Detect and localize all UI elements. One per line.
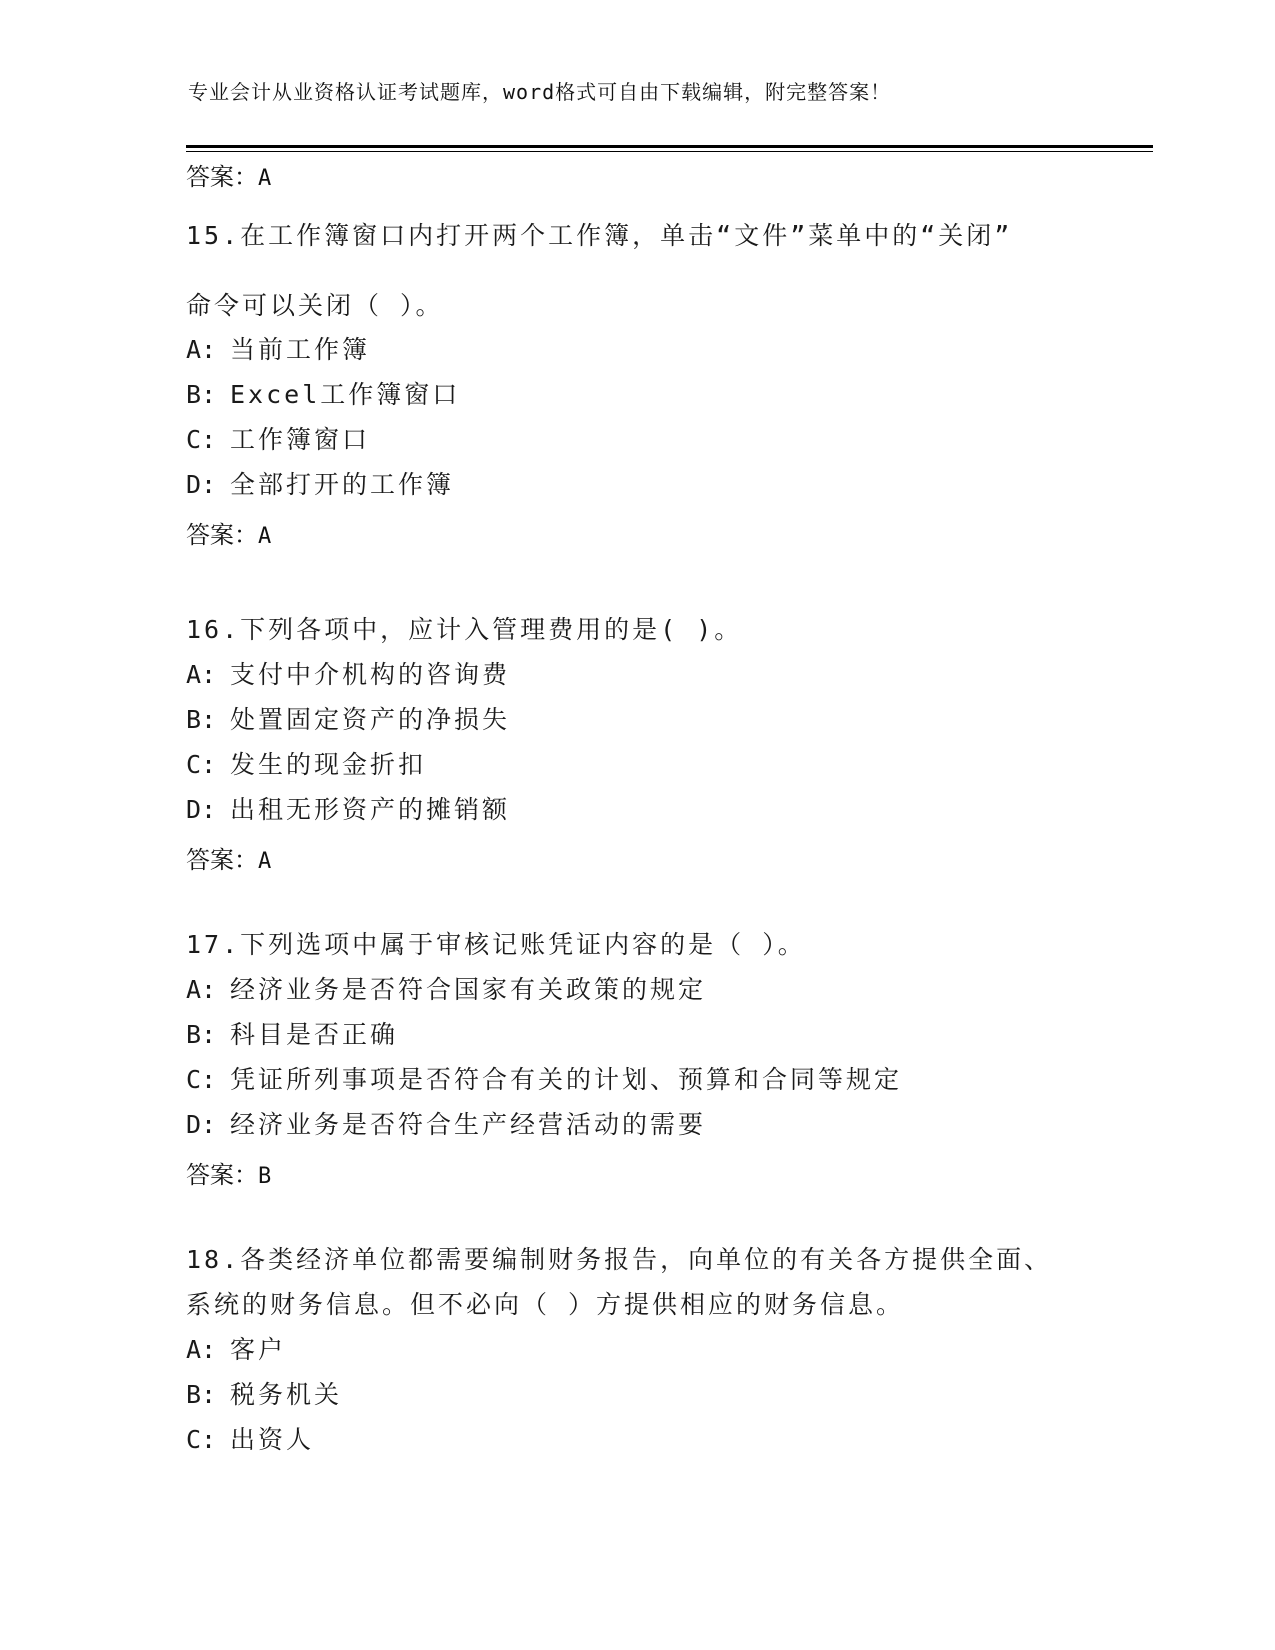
header-rule-thick — [186, 145, 1153, 148]
option-letter: B: — [186, 380, 217, 409]
option-text: 凭证所列事项是否符合有关的计划、预算和合同等规定 — [230, 1065, 903, 1094]
option-letter: C: — [186, 1065, 217, 1094]
question-15-stem-line-2: 命令可以关闭（ ）。 — [186, 291, 444, 320]
option-text: 发生的现金折扣 — [230, 750, 427, 779]
option-text: 经济业务是否符合生产经营活动的需要 — [230, 1110, 707, 1139]
answer-value: A — [258, 166, 272, 191]
answer-label: 答案： — [186, 521, 258, 549]
option-letter: A: — [186, 1335, 217, 1364]
option-text: 处置固定资产的净损失 — [230, 705, 511, 734]
answer-label: 答案： — [186, 1161, 258, 1189]
option-text: 支付中介机构的咨询费 — [230, 660, 511, 689]
question-18-stem-line-2: 系统的财务信息。但不必向（ ）方提供相应的财务信息。 — [186, 1290, 905, 1319]
option-letter: C: — [186, 425, 217, 454]
option-text: 客户 — [230, 1335, 287, 1364]
answer-value: A — [258, 524, 272, 549]
question-16-option-b — [186, 700, 510, 736]
option-text: 经济业务是否符合国家有关政策的规定 — [230, 975, 707, 1004]
header-rule-thin — [186, 151, 1153, 152]
question-16-stem-line-1: 16.下列各项中，应计入管理费用的是( )。 — [186, 615, 743, 644]
answer-line — [186, 157, 271, 192]
option-letter: D: — [186, 470, 217, 499]
option-text: 出租无形资产的摊销额 — [230, 795, 511, 824]
option-letter: C: — [186, 1425, 217, 1454]
option-letter: A: — [186, 335, 217, 364]
question-16-answer — [186, 840, 271, 875]
page-header: 专业会计从业资格认证考试题库，word格式可自由下载编辑，附完整答案！ — [188, 80, 892, 104]
answer-label: 答案： — [186, 163, 258, 191]
answer-label: 答案： — [186, 846, 258, 874]
option-letter: D: — [186, 1110, 217, 1139]
question-17-option-d — [186, 1105, 706, 1141]
question-18-option-a — [186, 1330, 286, 1366]
option-letter: A: — [186, 660, 217, 689]
question-15-answer — [186, 515, 271, 550]
question-15-option-d — [186, 465, 454, 501]
question-17-option-b — [186, 1015, 398, 1051]
question-18-option-b — [186, 1375, 342, 1411]
question-15-option-b — [186, 375, 460, 411]
option-letter: B: — [186, 705, 217, 734]
option-text: 科目是否正确 — [230, 1020, 399, 1049]
option-letter: D: — [186, 795, 217, 824]
option-text: 全部打开的工作簿 — [230, 470, 455, 499]
option-letter: B: — [186, 1020, 217, 1049]
question-17-option-c — [186, 1060, 902, 1096]
question-16-option-a — [186, 655, 510, 691]
question-16-option-d — [186, 790, 510, 826]
option-text: Excel工作簿窗口 — [230, 380, 461, 409]
option-text: 出资人 — [230, 1425, 315, 1454]
option-text: 税务机关 — [230, 1380, 343, 1409]
question-17-stem-line-1: 17.下列选项中属于审核记账凭证内容的是（ ）。 — [186, 930, 806, 959]
question-16-option-c — [186, 745, 426, 781]
option-letter: B: — [186, 1380, 217, 1409]
option-letter: C: — [186, 750, 217, 779]
option-letter: A: — [186, 975, 217, 1004]
question-18-stem-line-1: 18.各类经济单位都需要编制财务报告，向单位的有关各方提供全面、 — [186, 1245, 1053, 1274]
question-15-option-a — [186, 330, 370, 366]
question-17-option-a — [186, 970, 706, 1006]
question-15-stem-line-1: 15.在工作簿窗口内打开两个工作簿，单击“文件”菜单中的“关闭” — [186, 221, 1013, 250]
question-15-option-c — [186, 420, 370, 456]
option-text: 工作簿窗口 — [230, 425, 371, 454]
answer-value: A — [258, 849, 272, 874]
question-17-answer — [186, 1155, 271, 1190]
option-text: 当前工作簿 — [230, 335, 371, 364]
answer-value: B — [258, 1164, 272, 1189]
question-18-option-c — [186, 1420, 314, 1456]
